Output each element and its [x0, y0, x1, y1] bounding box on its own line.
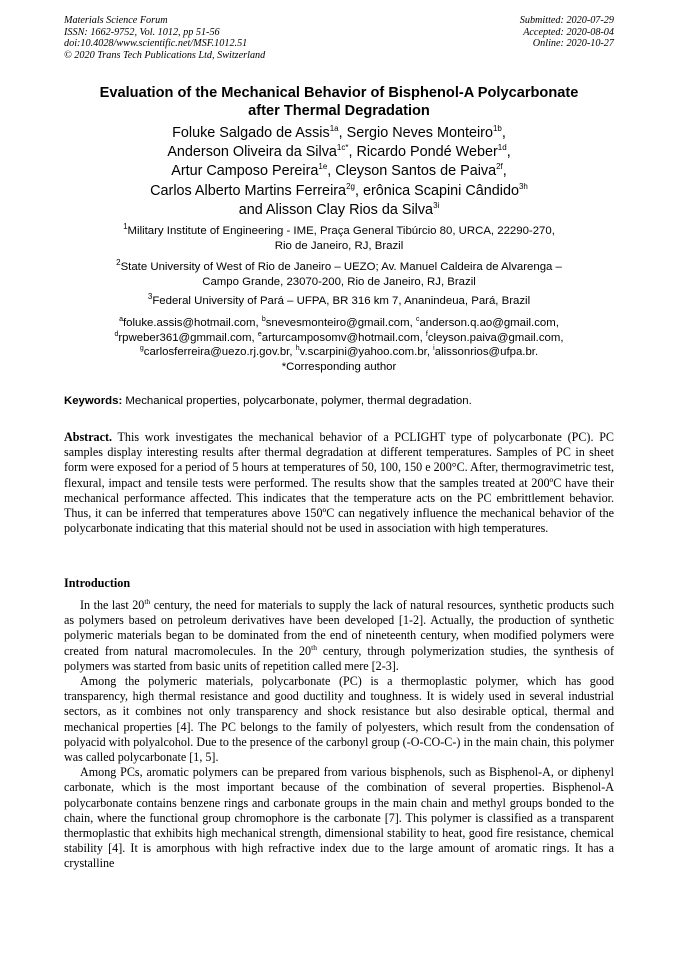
superscript: th [311, 642, 317, 652]
email-sup: b [261, 316, 266, 324]
issn-line: ISSN: 1662-9752, Vol. 1012, pp 51-56 [64, 26, 220, 38]
author-list [64, 124, 614, 220]
author-sup: 1d [497, 143, 507, 153]
author-name: erônica Scapini Cândido [362, 182, 519, 199]
introduction-body [64, 598, 614, 872]
author-sup: 3h [518, 181, 528, 191]
email-link[interactable]: rpweber361@gmmail.com [118, 331, 252, 344]
accepted-date: Accepted: 2020-08-04 [523, 26, 614, 38]
affiliation-line: Campo Grande, 23070-200, Rio de Janeiro, RJ, Brazil [202, 276, 476, 288]
author-sup: 3i [433, 201, 440, 211]
email-sup: i [433, 345, 435, 353]
abstract-label: Abstract. [64, 430, 113, 444]
dates-info [520, 15, 614, 50]
paper-title [64, 84, 614, 120]
affiliation-1 [80, 224, 598, 254]
author-line [64, 143, 614, 162]
author-sep: , [354, 182, 363, 199]
email-link[interactable]: carlosferreira@uezo.rj.gov.br [143, 346, 290, 359]
author-sup: 2f [496, 162, 503, 172]
author-sep: , [501, 125, 506, 141]
online-date: Online: 2020-10-27 [532, 38, 614, 50]
author-sep: , [327, 163, 336, 180]
author-sep: , [502, 163, 507, 180]
email-link[interactable]: cleyson.paiva@gmail.com [427, 331, 561, 344]
email-sup: a [119, 316, 123, 324]
corresponding-note: *Corresponding author [281, 360, 397, 373]
journal-info [64, 15, 265, 61]
affiliation-line [80, 294, 598, 309]
affiliation-sup: 1 [123, 222, 128, 232]
affiliation-text: Military Institute of Engineering - IME, Praça General Tibúrcio 80, URCA, 22290-270, [127, 225, 555, 237]
email-link[interactable]: v.scarpini@yahoo.com.br [299, 346, 427, 359]
author-sup: 1a [329, 124, 339, 134]
paragraph: Among the polymeric materials, polycarbonate (PC) is a thermoplastic polymer, which has good transparency, high thermal resistance and good ductility and toughness. It is widely used in several industrial sectors, as it combines not only transparency and shock resistance but also desirable optical, thermal and mechanical properties [4]. The PC belongs to the family of polyesters, which result from the condensation of polyacid with polyalcohol. Due to the presence of the carbonyl group (-O-CO-C-) in the main chain, this polymer was called polycarbonate [1, 5]. [64, 674, 614, 765]
author-sup: 1e [318, 162, 328, 172]
abstract-text: This work investigates the mechanical behavior of a PCLIGHT type of polycarbonate (PC). PC samples display interesting results after thermal degradation at different temperatures. Samples of PC in sheet form were exposed for a period of 5 hours at temperatures of 50, 100, 150 e 200°C. After, thermogravimetric test, flexural, impact and tensile tests were performed. The results show that the samples treated at 200ºC have their mechanical performance affected. This indicates that the temperature acts on the PC embrittlement behavior. Thus, it can be inferred that temperatures above 150ºC can negatively influence the mechanical behavior of the polycarbonate indicating that this material should not be used in association with high temperatures. [64, 430, 614, 536]
author-name: Carlos Alberto Martins Ferreira [150, 182, 347, 199]
text-run: In the last 20 [80, 598, 145, 612]
doi-line: doi:10.4028/www.scientific.net/MSF.1012.51 [64, 38, 248, 50]
paragraph: Among PCs, aromatic polymers can be prepared from various bisphenols, such as Bisphenol-A, or diphenyl carbonate, which is the most important because of the combination of several properties. Bisphenol-A polycarbonate contains benzene rings and carbonate groups in the main chain and methyl groups bonded to the chain, where the functional group chromophore is the carbonate [7]. This polymer is classified as a transparent thermoplastic that exhibits high mechanical strength, dimensional stability to heat, good fire resistance, chemical stability [4]. It is amorphous with high refractive index due to the large amount of aromatic rings. It has a crystalline [64, 765, 614, 871]
author-emails [70, 316, 608, 374]
author-name: Anderson Oliveira da Silva [167, 144, 337, 161]
author-name: Foluke Salgado de Assis [172, 125, 330, 141]
email-link[interactable]: arturcamposomv@hotmail.com [261, 331, 420, 344]
text-run: century, the need for materials to supply the lack of natural resources, synthetic products such as polymers based on petroleum derivatives have been developed [1-2]. Actually, the production of synthetic polymeric materials began to be dominated from the end of nineteenth century, when modified polymers were created from natural macromolecules. In the 20 [64, 598, 615, 658]
author-line [64, 124, 614, 143]
abstract [64, 430, 614, 536]
affiliation-text: State University of West of Rio de Janeiro – UEZO; Av. Manuel Caldeira de Alvarenga – [120, 261, 562, 273]
author-sup: 2g [346, 181, 355, 191]
author-name: Cleyson Santos de Paiva [335, 163, 497, 180]
title-line: after Thermal Degradation [248, 103, 430, 119]
affiliation-line [80, 224, 598, 239]
text-run: century, through polymerization studies, the synthesis of polymers was started from basic units of repetition called mere [2-3]. [64, 643, 614, 673]
author-sup: 1c* [336, 143, 349, 153]
author-name: Ricardo Pondé Weber [356, 144, 498, 161]
submitted-date: Submitted: 2020-07-29 [519, 15, 614, 26]
section-heading: Introduction [64, 576, 131, 590]
email-link[interactable]: anderson.q.ao@gmail.com [419, 317, 556, 329]
author-name: and Alisson Clay Rios da Silva [238, 201, 434, 218]
affiliation-2 [80, 260, 598, 290]
email-sup: d [114, 330, 119, 338]
author-line [64, 201, 614, 220]
title-line: Evaluation of the Mechanical Behavior of Bisphenol-A Polycarbonate [99, 85, 579, 101]
email-sup: e [257, 330, 262, 338]
keywords [64, 394, 614, 409]
affiliation-line [80, 260, 598, 275]
email-link[interactable]: foluke.assis@hotmail.com [122, 317, 256, 329]
author-sep: , [506, 144, 511, 161]
affiliation-3 [80, 294, 598, 309]
email-line: $^d$rpweber361@gmmail.com, $^e$arturcamposomv@hotmail.com, $^f$cleyson.paiva@gmail.com, [114, 330, 564, 344]
author-line [64, 182, 614, 201]
author-sep: , [348, 144, 357, 161]
author-name: Sergio Neves Monteiro [346, 125, 493, 141]
affiliation-sup: 3 [147, 292, 153, 302]
affiliation-sup: 2 [116, 258, 121, 268]
author-line [64, 162, 614, 181]
keywords-text: Mechanical properties, polycarbonate, polymer, thermal degradation. [122, 395, 472, 407]
email-sup: h [295, 345, 300, 353]
email-link[interactable]: snevesmonteiro@gmail.com [265, 317, 410, 329]
email-link[interactable]: alissonrios@ufpa.br. [434, 346, 539, 359]
journal-name: Materials Science Forum [64, 15, 168, 26]
email-sup: f [425, 330, 428, 338]
email-line: $^g$carlosferreira@uezo.rj.gov.br, $^h$v.scarpini@yahoo.com.br, $^i$alissonrios@ufpa.br. [139, 345, 539, 359]
email-line: $^a$foluke.assis@hotmail.com, $^b$snevesmonteiro@gmail.com, $^c$anderson.q.ao@gmail.com, [119, 316, 559, 329]
author-sup: 1b [492, 124, 502, 134]
email-sup: c [415, 316, 420, 324]
paragraph [64, 598, 614, 674]
email-sup: g [139, 345, 144, 353]
author-name: Artur Camposo Pereira [171, 163, 319, 180]
superscript: th [144, 596, 151, 606]
copyright-line: © 2020 Trans Tech Publications Ltd, Switzerland [64, 49, 266, 61]
author-sep: , [338, 125, 347, 141]
affiliation-line: Rio de Janeiro, RJ, Brazil [274, 240, 404, 252]
keywords-label: Keywords: [64, 395, 123, 407]
affiliation-text: Federal University of Pará – UFPA, BR 316 km 7, Ananindeua, Pará, Brazil [152, 295, 531, 307]
